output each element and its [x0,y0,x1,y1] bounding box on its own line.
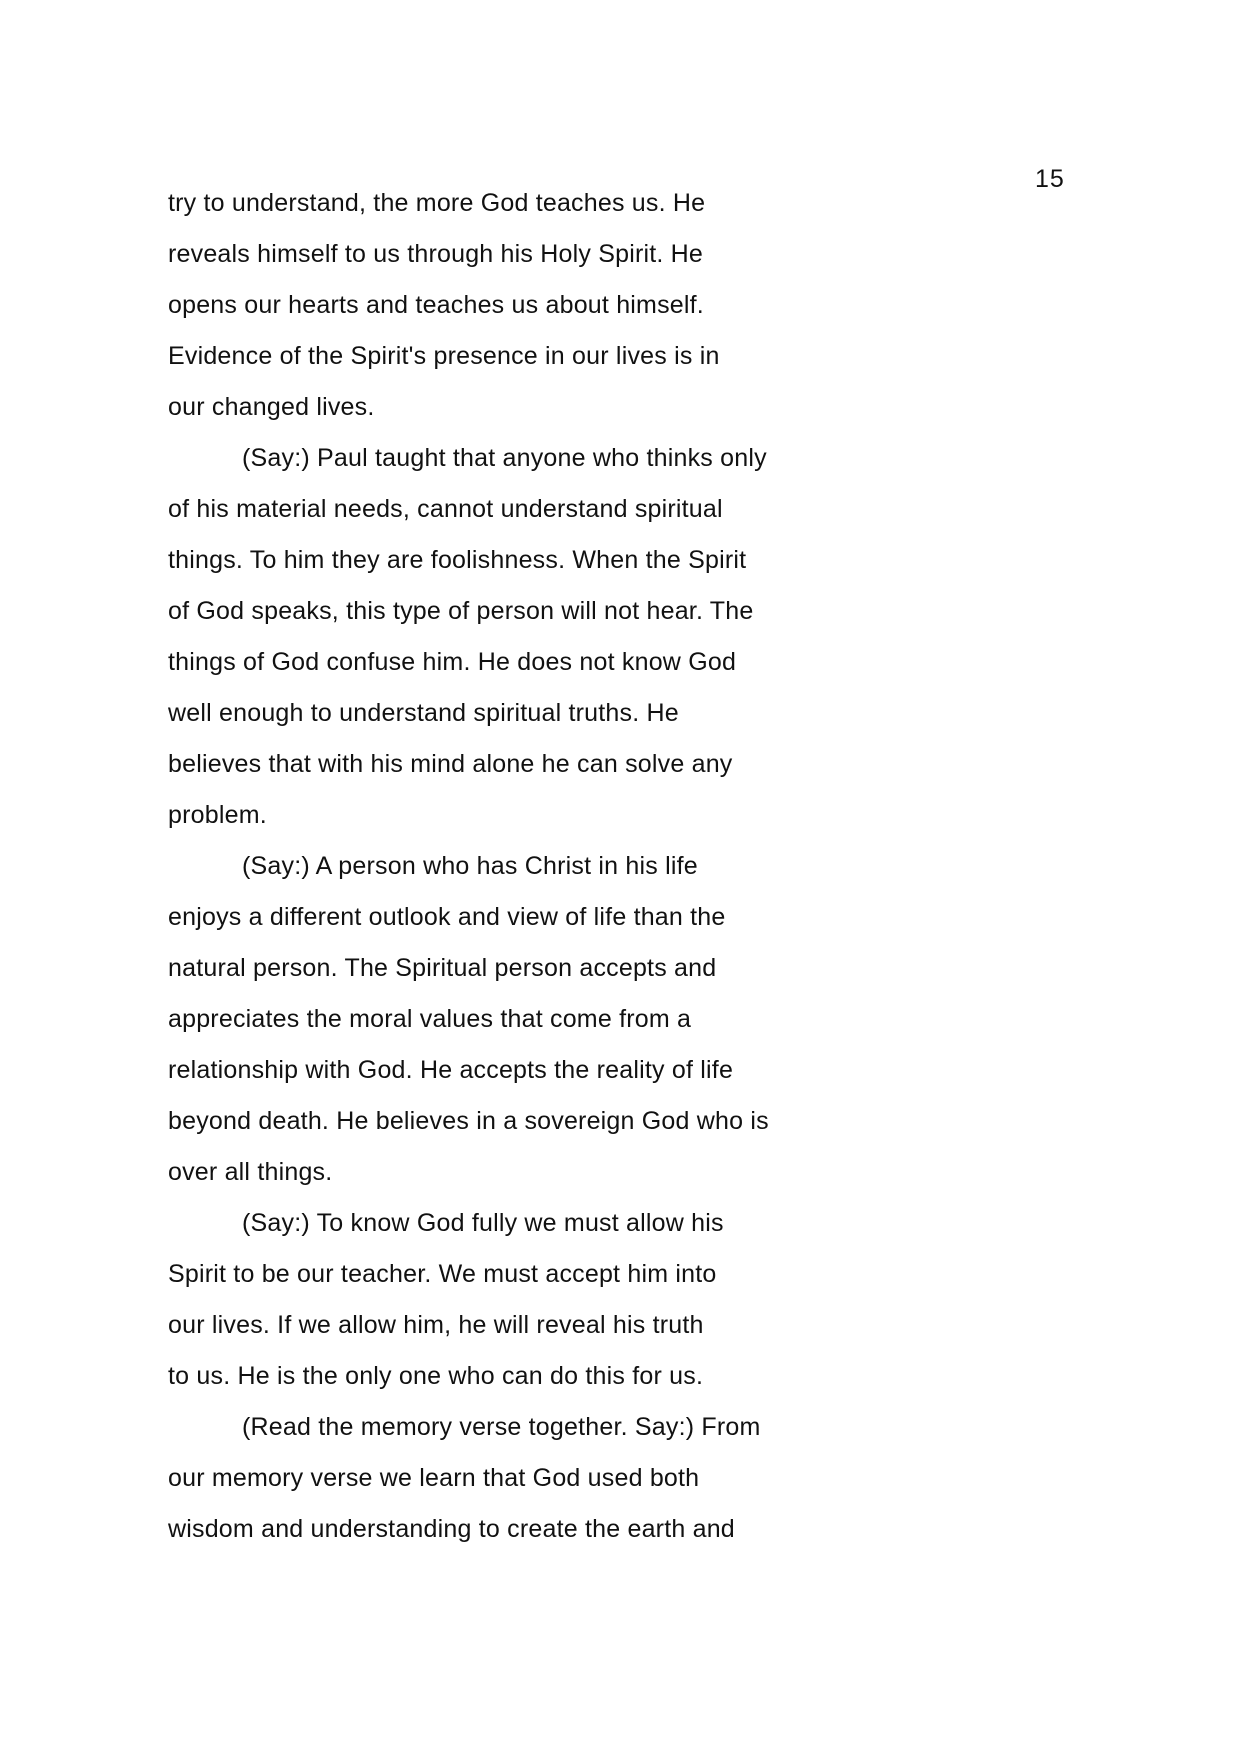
text-line: well enough to understand spiritual truths. He [168,699,679,727]
text-line: beyond death. He believes in a sovereign God who is [168,1107,769,1135]
text-line: reveals himself to us through his Holy Spirit. He [168,240,704,268]
paragraph-start-line: (Say:) To know God fully we must allow his [242,1209,724,1237]
text-line: our memory verse we learn that God used both [168,1464,700,1492]
text-line: appreciates the moral values that come from a [168,1005,692,1033]
text-line: relationship with God. He accepts the reality of life [168,1056,734,1084]
text-line: to us. He is the only one who can do this for us. [168,1362,704,1390]
paragraph-start-line: (Read the memory verse together. Say:) From [242,1413,761,1441]
page-number: 15 [1035,165,1065,193]
text-line: things. To him they are foolishness. When the Spirit [168,546,747,574]
text-line: enjoys a different outlook and view of life than the [168,903,726,931]
text-line: Spirit to be our teacher. We must accept him into [168,1260,717,1288]
text-line: opens our hearts and teaches us about himself. [168,291,704,319]
text-line: believes that with his mind alone he can solve any [168,750,733,778]
paragraph-start-line: (Say:) A person who has Christ in his life [242,852,698,880]
body-text [168,178,818,1555]
text-line: wisdom and understanding to create the earth and [168,1515,735,1543]
text-line: try to understand, the more God teaches us. He [168,189,706,217]
text-line: of his material needs, cannot understand spiritual [168,495,723,523]
text-line: our changed lives. [168,393,375,421]
text-line: over all things. [168,1158,333,1186]
text-line: our lives. If we allow him, he will reveal his truth [168,1311,704,1339]
paragraph-start-line: (Say:) Paul taught that anyone who thinks only [242,444,767,472]
text-line: natural person. The Spiritual person accepts and [168,954,717,982]
text-line: Evidence of the Spirit's presence in our lives is in [168,342,720,370]
text-line: of God speaks, this type of person will not hear. The [168,597,754,625]
text-line: problem. [168,801,267,829]
text-line: things of God confuse him. He does not know God [168,648,737,676]
